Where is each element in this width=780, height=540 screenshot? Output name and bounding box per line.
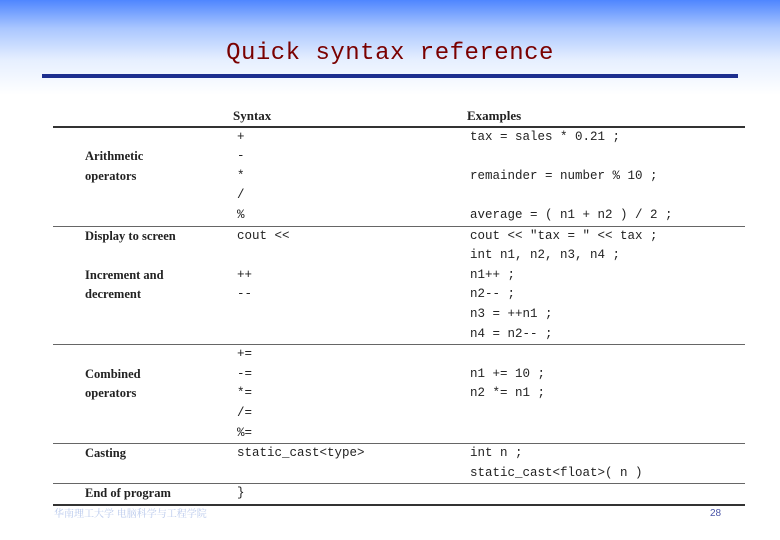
category-label: Arithmetic bbox=[85, 149, 144, 164]
syntax-cell: } bbox=[237, 486, 245, 501]
table-row bbox=[53, 126, 745, 148]
table-row bbox=[53, 266, 745, 286]
header-examples: Examples bbox=[467, 108, 522, 123]
table-row bbox=[53, 186, 745, 206]
table-row bbox=[53, 484, 745, 506]
table-row bbox=[53, 384, 745, 404]
category-label: End of program bbox=[85, 486, 171, 501]
table-row bbox=[53, 227, 745, 247]
category-label: operators bbox=[85, 386, 137, 401]
table-row bbox=[53, 404, 745, 424]
table-row bbox=[53, 246, 745, 266]
syntax-cell: - bbox=[237, 149, 245, 164]
category-label: Combined bbox=[85, 366, 141, 381]
table-row bbox=[53, 444, 745, 464]
example-cell: n2 *= n1 ; bbox=[470, 386, 546, 401]
table-row bbox=[53, 285, 745, 305]
syntax-cell: /= bbox=[237, 405, 253, 420]
syntax-cell: ++ bbox=[237, 267, 253, 282]
syntax-reference-table bbox=[53, 106, 745, 506]
slide-title: Quick syntax reference bbox=[226, 40, 554, 67]
syntax-cell: *= bbox=[237, 386, 253, 401]
table-row bbox=[53, 206, 745, 227]
example-cell: n4 = n2-- ; bbox=[470, 326, 553, 341]
category-label: operators bbox=[85, 168, 137, 183]
example-cell: int n ; bbox=[470, 446, 523, 461]
example-cell: cout << "tax = " << tax ; bbox=[470, 228, 658, 243]
category-label: Casting bbox=[85, 446, 126, 461]
table-row bbox=[53, 345, 745, 365]
table-row bbox=[53, 167, 745, 187]
footer-institution: 华南理工大学 电脑科学与工程学院 bbox=[54, 509, 207, 520]
example-cell: tax = sales * 0.21 ; bbox=[470, 129, 621, 144]
syntax-cell: * bbox=[237, 168, 245, 183]
example-cell: static_cast<float>( n ) bbox=[470, 465, 643, 480]
syntax-cell: -= bbox=[237, 366, 253, 381]
syntax-cell: cout << bbox=[237, 228, 290, 243]
example-cell: int n1, n2, n3, n4 ; bbox=[470, 248, 621, 263]
title-divider bbox=[42, 74, 738, 78]
syntax-cell: / bbox=[237, 188, 245, 203]
syntax-cell: + bbox=[237, 129, 245, 144]
category-label: decrement bbox=[85, 287, 141, 302]
syntax-cell: -- bbox=[237, 287, 253, 302]
category-label: Increment and bbox=[85, 267, 164, 282]
syntax-cell: %= bbox=[237, 425, 253, 440]
table-row bbox=[53, 464, 745, 485]
table-header-row bbox=[53, 106, 745, 126]
header-syntax: Syntax bbox=[233, 108, 272, 123]
category-label: Display to screen bbox=[85, 228, 176, 243]
example-cell: n2-- ; bbox=[470, 287, 516, 302]
example-cell: average = ( n1 + n2 ) / 2 ; bbox=[470, 207, 673, 222]
syntax-cell: static_cast<type> bbox=[237, 446, 365, 461]
table-row bbox=[53, 325, 745, 346]
table-row bbox=[53, 305, 745, 325]
example-cell: n1++ ; bbox=[470, 267, 516, 282]
table-row bbox=[53, 424, 745, 445]
example-cell: n1 += 10 ; bbox=[470, 366, 546, 381]
syntax-cell: % bbox=[237, 207, 245, 222]
example-cell: n3 = ++n1 ; bbox=[470, 306, 553, 321]
table-row bbox=[53, 365, 745, 385]
syntax-cell: += bbox=[237, 347, 253, 362]
page-number: 28 bbox=[710, 508, 722, 519]
example-cell: remainder = number % 10 ; bbox=[470, 168, 658, 183]
table-row bbox=[53, 147, 745, 167]
